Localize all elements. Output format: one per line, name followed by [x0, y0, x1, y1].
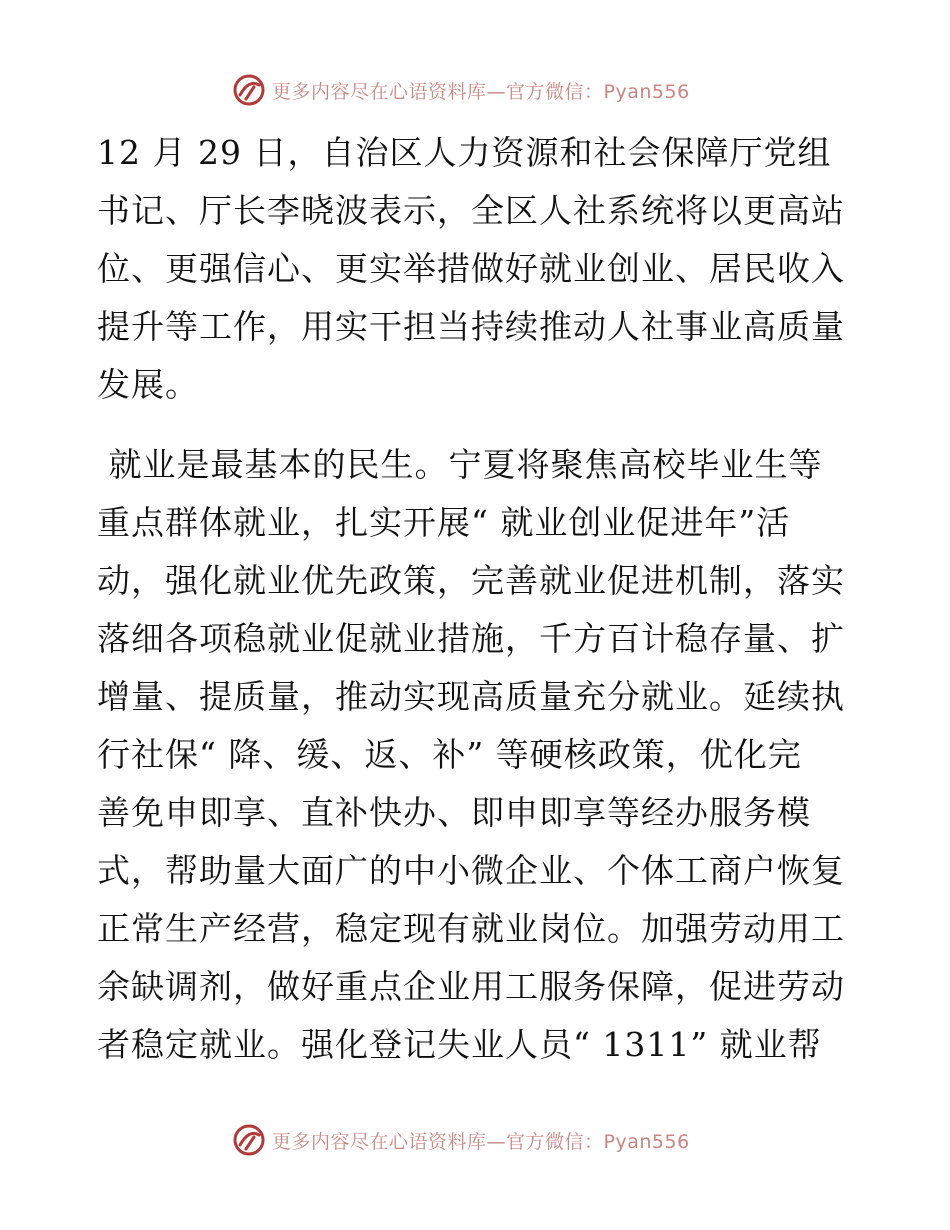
text-line: 者稳定就业。强化登记失业人员“ 1311” 就业帮: [97, 1025, 822, 1064]
text-line: 落细各项稳就业促就业措施，千方百计稳存量、扩: [97, 619, 845, 658]
brand-logo-icon: [232, 73, 266, 107]
text-line: 增量、提质量，推动实现高质量充分就业。延续执: [97, 677, 845, 716]
brand-logo-icon: [232, 1123, 266, 1157]
text-line: 就业是最基本的民生。宁夏将聚焦高校毕业生等: [97, 445, 823, 484]
text-line: 行社保“ 降、缓、返、补” 等硬核政策，优化完: [97, 735, 802, 774]
text-line: 余缺调剂，做好重点企业用工服务保障，促进劳动: [97, 967, 845, 1006]
text-line: 重点群体就业，扎实开展“ 就业创业促进年”活: [97, 503, 791, 542]
paragraph-1: [97, 124, 857, 414]
watermark-text: 更多内容尽在心语资料库—官方微信：Pyan556: [272, 1130, 690, 1153]
footer-watermark: [232, 1122, 690, 1158]
text-line: 12 月 29 日，自治区人力资源和社会保障厅党组: [97, 133, 832, 172]
header-watermark: [232, 72, 690, 108]
watermark-text: 更多内容尽在心语资料库—官方微信：Pyan556: [272, 80, 690, 103]
text-line: 正常生产经营，稳定现有就业岗位。加强劳动用工: [97, 909, 845, 948]
paragraph-spacer: [97, 414, 857, 436]
text-line: 发展。: [97, 365, 199, 404]
text-line: 提升等工作，用实干担当持续推动人社事业高质量: [97, 307, 845, 346]
text-line: 书记、厅长李晓波表示，全区人社系统将以更高站: [97, 191, 845, 230]
text-line: 善免申即享、直补快办、即申即享等经办服务模: [97, 793, 811, 832]
paragraph-2: [97, 436, 857, 1074]
text-line: 动，强化就业优先政策，完善就业促进机制，落实: [97, 561, 845, 600]
text-line: 式，帮助量大面广的中小微企业、个体工商户恢复: [97, 851, 845, 890]
text-line: 位、更强信心、更实举措做好就业创业、居民收入: [97, 249, 845, 288]
document-body: [97, 124, 857, 1074]
